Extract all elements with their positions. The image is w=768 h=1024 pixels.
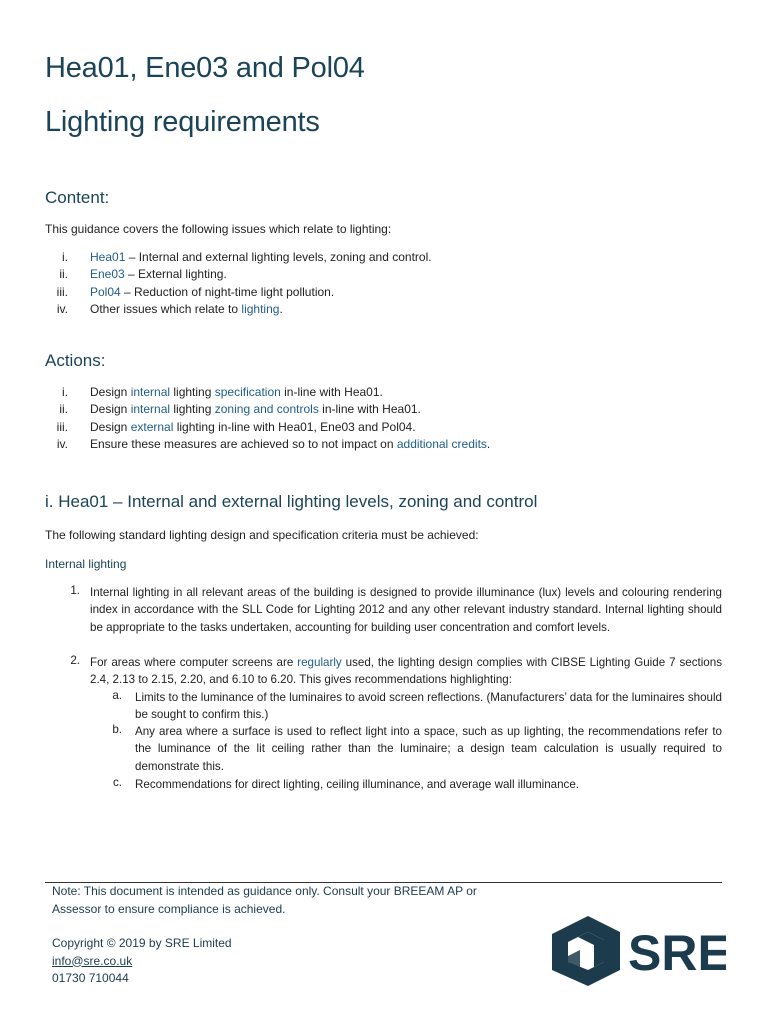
list-text: – Reduction of night-time light pollution. bbox=[120, 284, 335, 299]
list-number: iv. bbox=[56, 437, 68, 452]
list-item bbox=[0, 302, 768, 319]
list-text: – External lighting. bbox=[124, 267, 227, 282]
list-number: ii. bbox=[59, 402, 68, 417]
list-number: ii. bbox=[59, 267, 68, 282]
actions-heading: Actions: bbox=[45, 351, 106, 370]
pol04-link[interactable]: Pol04 bbox=[90, 284, 121, 299]
hea01-link[interactable]: Hea01 bbox=[90, 250, 126, 264]
specification-link[interactable]: specification bbox=[214, 385, 281, 399]
section-intro: The following standard lighting design and specification criteria must be achieved: bbox=[45, 528, 479, 542]
paragraph-2 bbox=[90, 654, 722, 689]
sub-item-letter: b. bbox=[112, 723, 122, 736]
list-item bbox=[0, 437, 768, 454]
list-number: iv. bbox=[56, 302, 68, 317]
sub-item-b: Any area where a surface is used to reflect light into a space, such as up lighting, the recommendations refer to the luminance of the lit ceiling rather than the luminaire; a design team calculation is usually required to demonstrate this. bbox=[135, 725, 722, 773]
list-item bbox=[0, 402, 768, 419]
footer-contact bbox=[52, 935, 232, 988]
list-text: in-line with Hea01. bbox=[318, 402, 421, 417]
internal-link[interactable]: internal bbox=[130, 385, 171, 399]
phone-number: 01730 710044 bbox=[52, 971, 129, 985]
sub-item-c: Recommendations for direct lighting, ceiling illuminance, and average wall illuminance. bbox=[135, 778, 580, 791]
list-text: – Internal and external lighting levels, zoning and control. bbox=[125, 250, 432, 264]
actions-list bbox=[0, 385, 768, 455]
content-intro: This guidance covers the following issues which relate to lighting: bbox=[45, 222, 392, 236]
paragraph-number: 2. bbox=[70, 654, 80, 667]
content-heading: Content: bbox=[45, 188, 110, 207]
additional-credits-link[interactable]: additional credits bbox=[396, 437, 487, 452]
list-text: lighting bbox=[170, 402, 215, 417]
sub-item-a: Limits to the luminance of the luminaires to avoid screen reflections. (Manufacturers’ data for the luminaires should be sought to confirm this.) bbox=[135, 691, 722, 722]
list-text: lighting bbox=[170, 385, 215, 399]
paragraph-text: For areas where computer screens are bbox=[90, 656, 298, 669]
lighting-link[interactable]: lighting bbox=[241, 302, 280, 317]
list-text: . bbox=[279, 302, 283, 317]
internal-link[interactable]: internal bbox=[130, 402, 171, 417]
list-number: iii. bbox=[56, 419, 68, 434]
list-text: in-line with Hea01. bbox=[280, 385, 383, 399]
page-title-line-1: Hea01, Ene03 and Pol04 bbox=[45, 52, 365, 84]
regularly-link[interactable]: regularly bbox=[297, 656, 342, 669]
internal-lighting-subheading: Internal lighting bbox=[45, 557, 127, 571]
list-text: Ensure these measures are achieved so to not impact on bbox=[90, 437, 397, 452]
external-link[interactable]: external bbox=[130, 419, 174, 434]
ene03-link[interactable]: Ene03 bbox=[90, 267, 125, 282]
sub-item-letter: c. bbox=[112, 776, 122, 789]
list-item bbox=[0, 250, 768, 267]
list-item bbox=[0, 267, 768, 284]
copyright-text: Copyright © 2019 by SRE Limited bbox=[52, 936, 232, 950]
list-number: iii. bbox=[56, 284, 68, 299]
section-heading: i. Hea01 – Internal and external lighting levels, zoning and control bbox=[45, 492, 538, 511]
content-list bbox=[0, 250, 768, 320]
list-item bbox=[0, 420, 768, 437]
zoning-controls-link[interactable]: zoning and controls bbox=[214, 402, 319, 417]
list-text: . bbox=[486, 437, 491, 452]
list-item bbox=[0, 285, 768, 302]
list-number: i. bbox=[62, 250, 68, 264]
paragraph-text: used, the lighting design complies with CIBSE Lighting Guide 7 sections 2.4, 2.13 to 2.15, 2.20, and 6.10 to 6.20. This gives recommendations highlighting: bbox=[90, 656, 722, 687]
list-text: Design bbox=[90, 419, 131, 434]
list-text: Design bbox=[90, 402, 131, 417]
list-item bbox=[0, 385, 768, 402]
footer-note bbox=[52, 883, 477, 918]
paragraph-number: 1. bbox=[70, 584, 80, 597]
sub-item-letter: a. bbox=[112, 689, 122, 702]
list-text: Design bbox=[90, 385, 131, 399]
list-number: i. bbox=[62, 385, 68, 399]
list-text: lighting in-line with Hea01, Ene03 and Pol04. bbox=[173, 419, 416, 434]
paragraph-1: Internal lighting in all relevant areas of the building is designed to provide illuminance (lux) levels and colouring rendering index in accordance with the SLL Code for Lighting 2012 and any other relevant industry standard. Internal lighting should be appropriate to the tasks undertaken, accounting for building user concentration and comfort levels. bbox=[90, 586, 722, 634]
note-line: Assessor to ensure compliance is achieved. bbox=[52, 901, 286, 916]
logo-text: SRE bbox=[628, 925, 726, 981]
sre-logo bbox=[548, 912, 726, 988]
page-title-line-2: Lighting requirements bbox=[45, 106, 320, 138]
note-line: Note: This document is intended as guidance only. Consult your BREEAM AP or bbox=[52, 884, 477, 898]
list-text: Other issues which relate to bbox=[90, 302, 242, 317]
email-link[interactable]: info@sre.co.uk bbox=[52, 953, 133, 968]
